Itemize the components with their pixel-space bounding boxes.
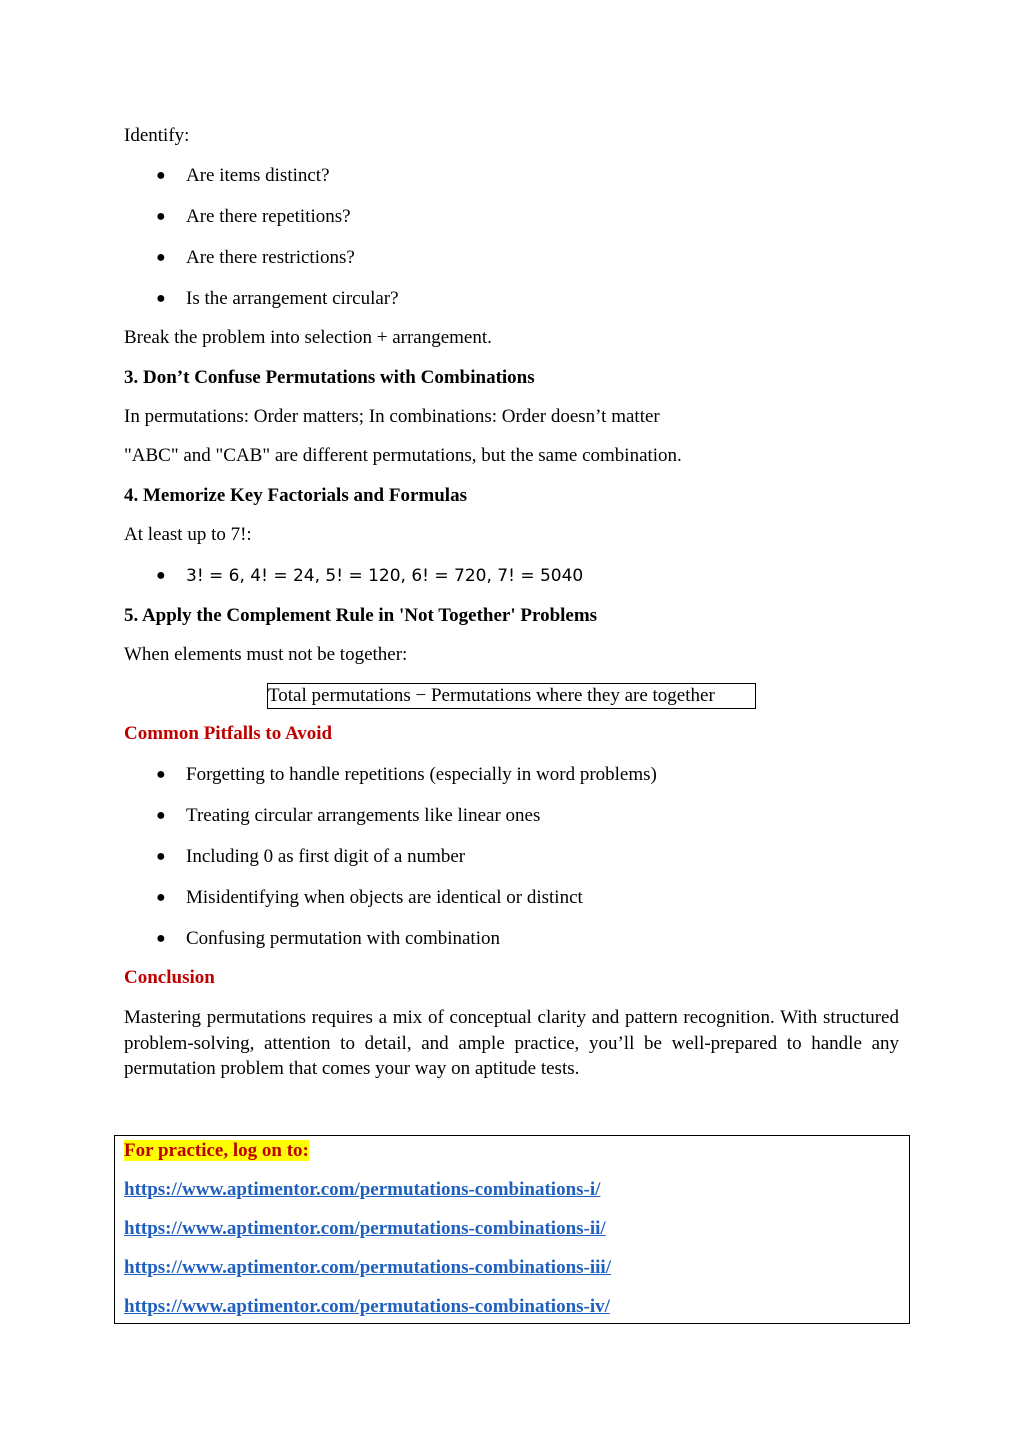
- section4-heading: 4. Memorize Key Factorials and Formulas: [124, 485, 467, 506]
- section4-line1: At least up to 7!:: [124, 524, 252, 545]
- break-text: Break the problem into selection + arrangement.: [124, 327, 492, 348]
- pitfall-item: Forgetting to handle repetitions (especially in word problems): [186, 764, 657, 785]
- identify-heading: Identify:: [124, 125, 190, 146]
- practice-label: For practice, log on to:: [124, 1140, 309, 1161]
- conclusion-paragraph: Mastering permutations requires a mix of conceptual clarity and pattern recognition. With structured problem-solving, attention to detail, and ample practice, you’ll be well-prepared to handle any permutation problem that comes your way on aptitude tests.: [124, 1007, 899, 1079]
- complement-formula-box: Total permutations − Permutations where they are together: [267, 683, 756, 709]
- pitfall-item: Including 0 as first digit of a number: [186, 846, 466, 867]
- practice-link-line: [124, 1256, 611, 1280]
- practice-box: [114, 1135, 910, 1324]
- bullet-icon: ●: [156, 766, 166, 783]
- section5-line1: When elements must not be together:: [124, 644, 408, 665]
- section5-heading: 5. Apply the Complement Rule in 'Not Together' Problems: [124, 605, 598, 626]
- practice-link[interactable]: https://www.aptimentor.com/permutations-combinations-ii/: [124, 1218, 606, 1239]
- identify-item: Are there restrictions?: [186, 247, 355, 268]
- pitfall-item: Treating circular arrangements like linear ones: [186, 805, 541, 826]
- practice-link-line: [124, 1295, 610, 1319]
- bullet-icon: ●: [156, 930, 166, 947]
- identify-item: Is the arrangement circular?: [186, 288, 399, 309]
- practice-label-line: [124, 1139, 309, 1163]
- bullet-icon: ●: [156, 848, 166, 865]
- section3-heading: 3. Don’t Confuse Permutations with Combinations: [124, 367, 535, 388]
- practice-link-line: [124, 1178, 600, 1202]
- practice-link[interactable]: https://www.aptimentor.com/permutations-combinations-iii/: [124, 1257, 611, 1278]
- section3-line1: In permutations: Order matters; In combinations: Order doesn’t matter: [124, 406, 660, 427]
- bullet-icon: ●: [156, 567, 166, 584]
- bullet-icon: ●: [156, 290, 166, 307]
- bullet-icon: ●: [156, 807, 166, 824]
- section3-line2: "ABC" and "CAB" are different permutations, but the same combination.: [124, 445, 682, 466]
- bullet-icon: ●: [156, 889, 166, 906]
- pitfall-item: Misidentifying when objects are identical or distinct: [186, 887, 583, 908]
- practice-link[interactable]: https://www.aptimentor.com/permutations-combinations-iv/: [124, 1296, 610, 1317]
- practice-link[interactable]: https://www.aptimentor.com/permutations-combinations-i/: [124, 1179, 601, 1200]
- bullet-icon: ●: [156, 249, 166, 266]
- bullet-icon: ●: [156, 208, 166, 225]
- factorial-formula: 3! = 6, 4! = 24, 5! = 120, 6! = 720, 7! = 5040: [186, 566, 584, 586]
- pitfall-item: Confusing permutation with combination: [186, 928, 500, 949]
- bullet-icon: ●: [156, 167, 166, 184]
- identify-item: Are items distinct?: [186, 165, 330, 186]
- identify-item: Are there repetitions?: [186, 206, 351, 227]
- pitfalls-heading: Common Pitfalls to Avoid: [124, 723, 333, 744]
- conclusion-heading: Conclusion: [124, 967, 215, 988]
- practice-link-line: [124, 1217, 606, 1241]
